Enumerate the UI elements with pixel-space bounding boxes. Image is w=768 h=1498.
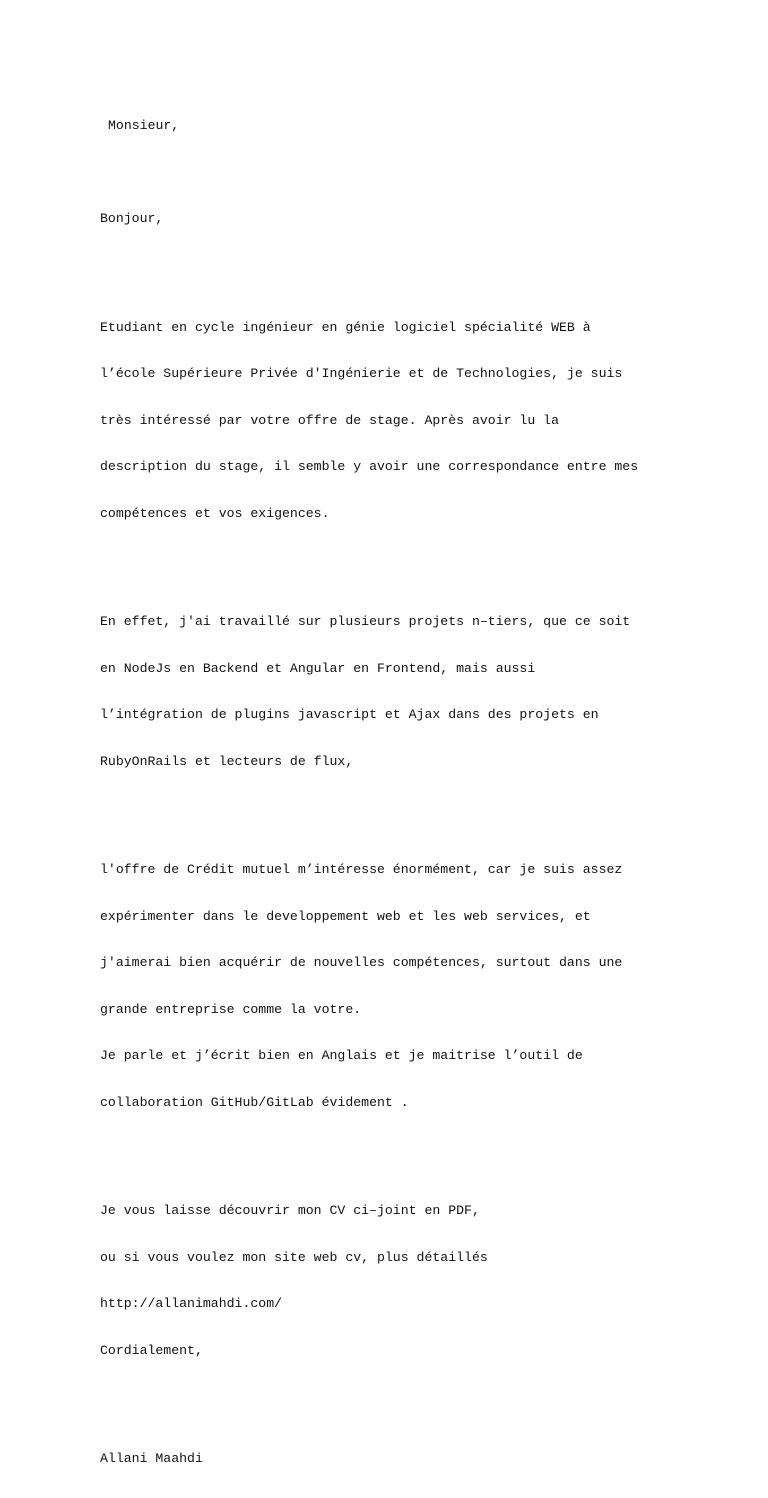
- blank-line: [100, 165, 740, 181]
- paragraph-3-line: l'offre de Crédit mutuel m’intéresse énormément, car je suis assez: [100, 862, 623, 877]
- paragraph-1-line: très intéressé par votre offre de stage. Après avoir lu la: [100, 412, 559, 428]
- paragraph-1-line: l’école Supérieure Privée d'Ingénierie et de Technologies, je suis: [100, 366, 623, 381]
- signature: Allani Maahdi: [100, 1451, 203, 1466]
- paragraph-1-line: Etudiant en cycle ingénieur en génie logiciel spécialité WEB à: [100, 319, 591, 335]
- paragraph-3-line: grande entreprise comme la votre.: [100, 1001, 362, 1017]
- paragraph-2-line: En effet, j'ai travaillé sur plusieurs projets n–tiers, que ce soit: [100, 614, 631, 629]
- blank-line: [100, 258, 740, 274]
- paragraph-3-line: collaboration GitHub/GitLab évidement .: [100, 1094, 409, 1110]
- website-url: http://allanimahdi.com/: [100, 1296, 283, 1311]
- paragraph-1-line: description du stage, il semble y avoir une correspondance entre mes: [100, 459, 639, 474]
- blank-line: [100, 1389, 740, 1405]
- closing: Cordialement,: [100, 1342, 203, 1358]
- paragraph-3-line: j'aimerai bien acquérir de nouvelles compétences, surtout dans une: [100, 955, 623, 970]
- paragraph-1-line: compétences et vos exigences.: [100, 505, 330, 521]
- blank-line: [100, 800, 740, 816]
- paragraph-2-line: l’intégration de plugins javascript et Ajax dans des projets en: [100, 707, 599, 722]
- paragraph-4-line: Je vous laisse découvrir mon CV ci–joint en PDF,: [100, 1203, 480, 1218]
- paragraph-3-line: Je parle et j’écrit bien en Anglais et je maitrise l’outil de: [100, 1048, 583, 1063]
- paragraph-4-line: ou si vous voulez mon site web cv, plus détaillés: [100, 1249, 488, 1265]
- greeting-title: Monsieur,: [108, 118, 180, 133]
- paragraph-2-line: RubyOnRails et lecteurs de flux,: [100, 753, 354, 769]
- blank-line: [100, 552, 740, 568]
- paragraph-3-line: expérimenter dans le developpement web et les web services, et: [100, 908, 591, 924]
- letter-body: [100, 87, 740, 1498]
- greeting: Bonjour,: [100, 211, 164, 226]
- paragraph-2-line: en NodeJs en Backend et Angular en Frontend, mais aussi: [100, 660, 536, 676]
- blank-line: [100, 1141, 740, 1157]
